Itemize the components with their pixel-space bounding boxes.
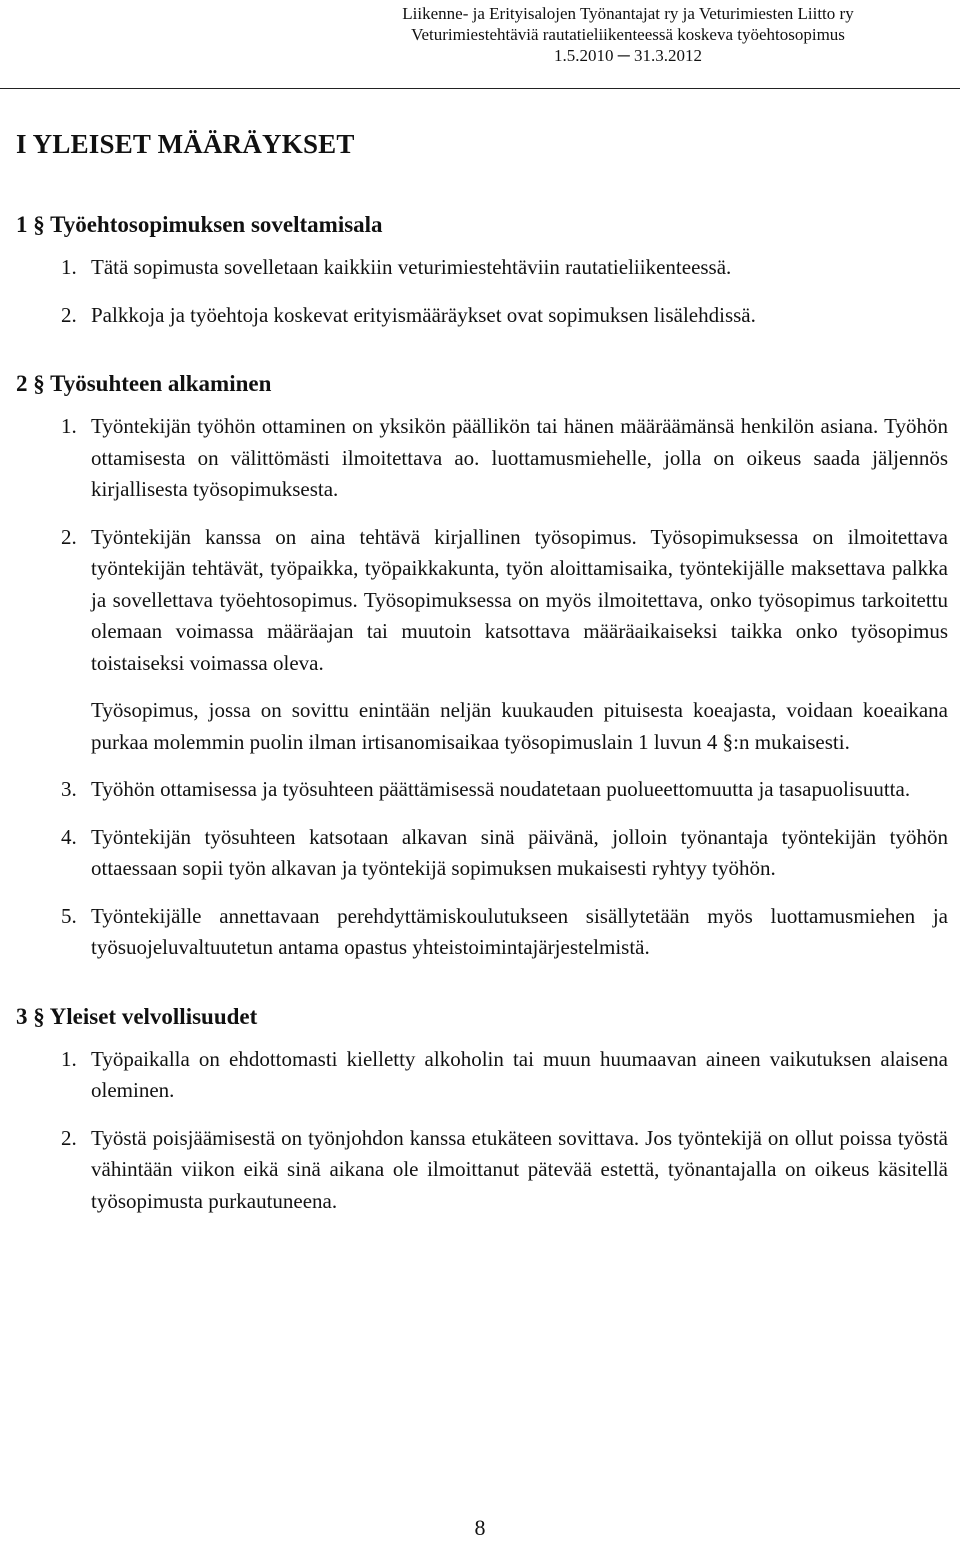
list-item (16, 822, 948, 885)
item-number: 2. (61, 302, 77, 327)
item-text: Työntekijän työsuhteen katsotaan alkavan sinä päivänä, jolloin työnantaja työntekijän työhön ottaessaan sopii työn alkavan ja työntekijä sopimuksen mukaisesti ryhtyy työhön. (91, 824, 948, 880)
header-agreement-title: Veturimiestehtäviä rautatieliikenteessä koskeva työehtosopimus (411, 25, 845, 44)
item-continuation-paragraph: Työsopimus, jossa on sovittu enintään neljän kuukauden pituisesta koeajasta, voidaan koeaikana purkaa molemmin puolin ilman irtisanomisaikaa työsopimuslain 1 luvun 4 §:n mukaisesti. (91, 698, 948, 754)
header-organizations: Liikenne- ja Erityisalojen Työnantajat ry ja Veturimiesten Liitto ry (402, 4, 854, 23)
item-number: 1. (61, 414, 77, 438)
item-number: 2. (61, 524, 77, 549)
list-item (16, 252, 948, 284)
item-text: Palkkoja ja työehtoja koskevat erityismääräykset ovat sopimuksen lisälehdissä. (91, 302, 756, 327)
section-title: 3 § Yleiset velvollisuudet (16, 1003, 258, 1029)
item-number: 5. (61, 903, 77, 928)
list-item (16, 522, 948, 680)
item-number: 1. (61, 1046, 77, 1071)
chapter-title: I YLEISET MÄÄRÄYKSET (16, 129, 355, 159)
list-item (16, 774, 948, 806)
header-validity-period: 1.5.2010 ─ 31.3.2012 (553, 46, 703, 65)
list-item (16, 1123, 948, 1218)
item-number: 2. (61, 1125, 77, 1150)
item-number: 3. (61, 777, 77, 801)
list-item (16, 411, 948, 506)
item-text: Työntekijän työhön ottaminen on yksikön päällikön tai hänen määräämänsä henkilön asiana. Työhön ottamisesta on välittömästi ilmoitettava ao. luottamusmiehelle, jolla on oikeus saada jäljennös kirjallisesta työsopimuksesta. (91, 414, 948, 501)
section-title: 2 § Työsuhteen alkaminen (16, 371, 272, 396)
page-number: 8 (474, 1515, 486, 1540)
item-number: 4. (61, 824, 77, 849)
document-body (16, 210, 948, 1233)
item-number: 1. (61, 255, 77, 279)
item-text: Työpaikalla on ehdottomasti kielletty alkoholin tai muun huumaavan aineen vaikutuksen alaisena oleminen. (91, 1046, 948, 1102)
item-text: Työntekijälle annettavaan perehdyttämiskoulutukseen sisällytetään myös luottamusmiehen ja työsuojeluvaltuutetun antama opastus yhteistoimintajärjestelmistä. (91, 903, 948, 959)
list-item (16, 300, 948, 332)
header-divider (0, 88, 960, 89)
item-text: Työstä poisjäämisestä on työnjohdon kanssa etukäteen sovittava. Jos työntekijä on ollut poissa työstä vähintään viikon eikä sinä aikana ole ilmoittanut pätevää estettä, työnantajalla on oikeus käsitellä työsopimusta purkautuneena. (91, 1125, 948, 1213)
list-item (16, 1044, 948, 1107)
section-title: 1 § Työehtosopimuksen soveltamisala (16, 212, 383, 237)
list-item (16, 901, 948, 964)
document-header (316, 0, 940, 66)
item-text: Tätä sopimusta sovelletaan kaikkiin veturimiestehtäviin rautatieliikenteessä. (91, 255, 732, 279)
item-text: Työhön ottamisessa ja työsuhteen päättämisessä noudatetaan puolueettomuutta ja tasapuolisuutta. (91, 777, 911, 801)
item-text: Työntekijän kanssa on aina tehtävä kirjallinen työsopimus. Työsopimuksessa on ilmoitettava työntekijän tehtävät, työpaikka, työpaikkakunta, työn aloittamisaika, työntekijälle maksettava palkka ja sovellettava työehtosopimus. Työsopimuksessa on myös ilmoitettava, onko työsopimus tarkoitettu olemaan voimassa määräajan tai muutoin katsottava määräaikaiseksi taikka onko työsopimus toistaiseksi voimassa oleva. (91, 524, 948, 675)
